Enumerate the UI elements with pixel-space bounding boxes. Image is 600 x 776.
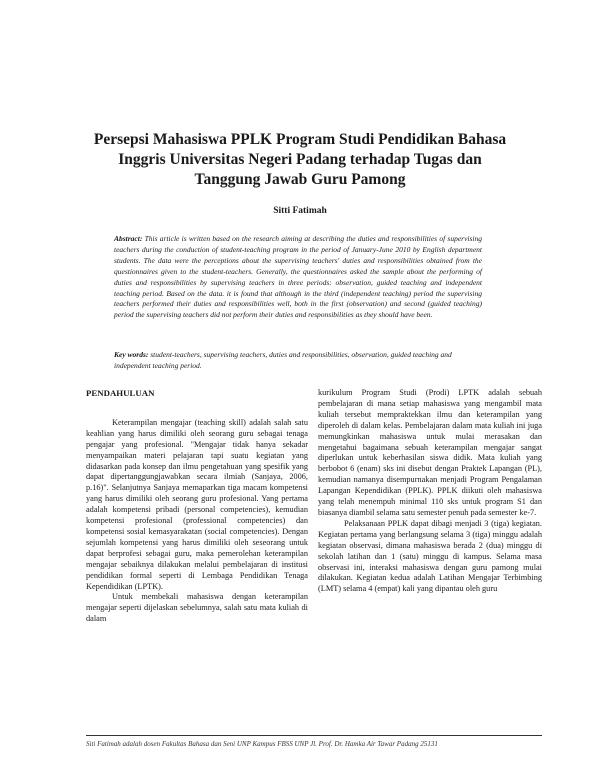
abstract-text: This article is written based on the research aiming at describing the duties and responsibilities of supervising teachers during the conduction of student-teaching program in the period of January-June 2010 by English department students. The data were the perceptions about the supervising teachers' duties and responsibilities obtained from the questionnaires given to the student-teachers. Generally, the questionnaires asked the sample about the performing of duties and responsibilities by supervising teachers in three periods: observation, guided teaching and independent teaching period. Based on the data. it is found that although in the third (independent teaching) period the supervising teachers performed their duties and responsibilities well, both in the first (observation) and second (guided teaching) period the supervising teachers did not perform their duties and responsibilities as they should have been.: [114, 234, 483, 320]
title-line: Tanggung Jawab Guru Pamong: [194, 171, 406, 188]
left-column: [86, 388, 308, 625]
section-heading: PENDAHULUAN: [86, 388, 155, 398]
abstract-label: Abstract:: [114, 234, 143, 243]
right-column: [318, 388, 542, 595]
paragraph: Pelaksanaan PPLK dapat dibagi menjadi 3 (tiga) kegiatan. Kegiatan pertama yang berlangsung selama 3 (tiga) minggu adalah kegiatan observasi, dimana mahasiswa berada 2 (dua) minggu di sekolah latihan dan 1 (satu) minggu di kampus. Selama masa observasi ini, interaksi mahasiswa dengan guru pamong mulai dilakukan. Kegiatan kedua adalah Latihan Mengajar Terbimbing (LMT) selama 4 (empat) kali yang dipantau oleh guru: [318, 518, 542, 594]
keywords: [114, 350, 482, 372]
paragraph: Untuk membekali mahasiswa dengan keterampilan mengajar seperti dijelaskan sebelumnya, salah satu mata kuliah di dalam: [86, 592, 308, 624]
paragraph: Keterampilan mengajar (teaching skill) adalah salah satu keahlian yang harus dimiliki oleh seorang guru sebagai tenaga pengajar yang profesional. "Mengajar tidak hanya sekadar menyampaikan materi pelajaran tapi suatu kegiatan yang didasarkan pada konsep dan ilmu pengetahuan yang spesifik yang dapat dipertanggungjawabkan secara ilmiah (Sanjaya, 2006, p.16)". Selanjutnya Sanjaya memaparkan tiga macam kompetensi yang harus dimiliki oleh seorang guru profesional. Yang pertama adalah kompetensi pribadi (personal competencies), kemudian kompetensi profesional (professional competencies) dan kompetensi sosial kemasyarakatan (social competencies). Dengan sejumlah kompetensi yang harus dimiliki oleh seseorang untuk dapat berprofesi sebagai guru, maka pemerolehan keterampilan mengajar sebaiknya dilakukan melalui pembelajaran di institusi pendidikan formal seperti di Lembaga Pendidikan Tenaga Kependidikan (LPTK).: [86, 417, 308, 591]
paragraph: kurikulum Program Studi (Prodi) LPTK adalah sebuah pembelajaran di mana setiap mahasiswa yang mengambil mata kuliah tersebut mempraktekkan ilmu dan keterampilan yang diperoleh di dalam kelas. Pembelajaran dalam mata kuliah ini juga memungkinkan mahasiswa untuk mulai merasakan dan mengetahui bagaimana sebuah keterampilan mengajar sangat diperlukan untuk keberhasilan siswa didik. Mata kuliah yang berbobot 6 (enam) sks ini disebut dengan Praktek Lapangan (PL), kemudian namanya disempurnakan menjadi Program Pengalaman Lapangan Kependidikan (PPLK). PPLK diikuti oleh mahasiswa yang telah menempuh minimal 110 sks untuk program S1 dan biasanya diambil selama satu semester penuh pada semester ke-7.: [318, 388, 542, 517]
title-line: Inggris Universitas Negeri Padang terhadap Tugas dan: [118, 151, 482, 168]
footer-divider: [86, 735, 542, 736]
paper-title: [60, 130, 540, 190]
title-line: Persepsi Mahasiswa PPLK Program Studi Pendidikan Bahasa: [93, 131, 507, 148]
keywords-label: Key words:: [114, 350, 149, 359]
abstract: [114, 234, 482, 321]
page-footer: Siti Fatimah adalah dosen Fakultas Bahasa dan Seni UNP Kampus FBSS UNP Jl. Prof. Dr. Hamka Air Tawar Padang 25131: [86, 740, 438, 748]
keywords-text: student-teachers, supervising teachers, duties and responsibilities, observation, guided teaching and independent teaching period.: [114, 350, 452, 370]
author-name: Sitti Fatimah: [273, 206, 327, 216]
